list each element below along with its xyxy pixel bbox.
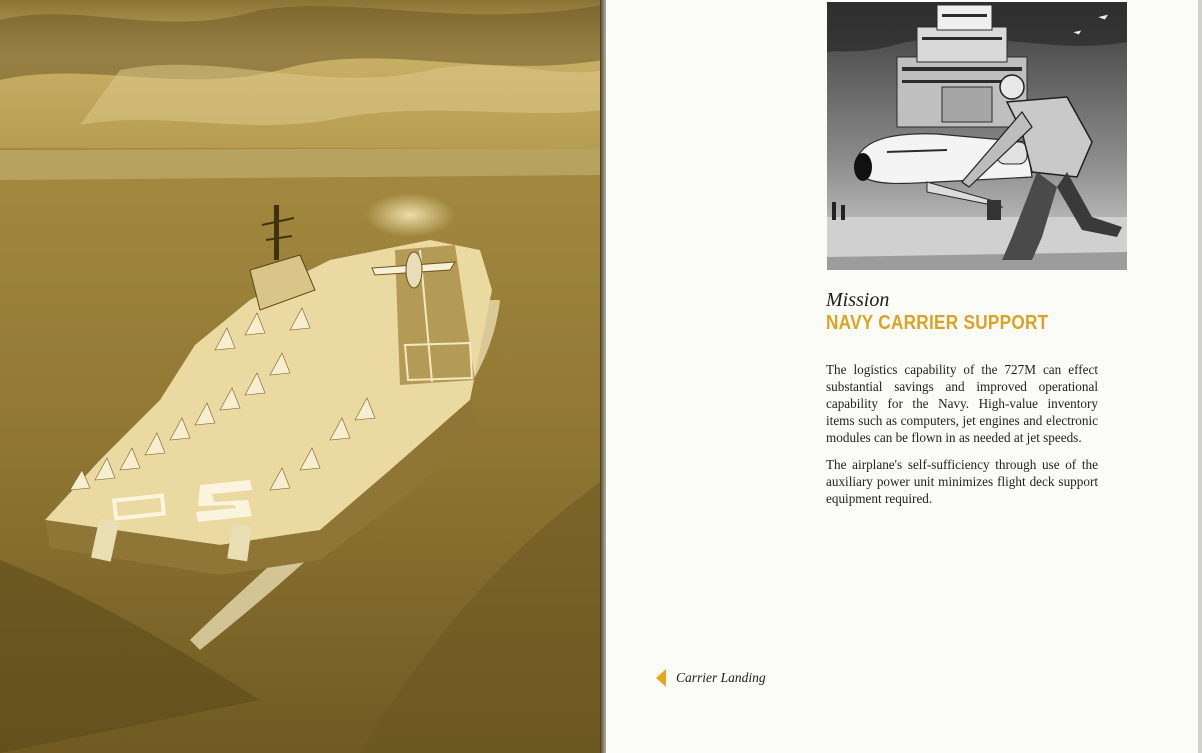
carrier-deck-illustration bbox=[827, 2, 1127, 270]
paragraph-self-sufficiency: The airplane's self-sufficiency through use of the auxiliary power unit minimizes flight deck support equipment required. bbox=[826, 457, 1098, 506]
caption-text: Carrier Landing bbox=[676, 670, 766, 685]
mission-subtitle: NAVY CARRIER SUPPORT bbox=[826, 312, 1049, 334]
left-pointer-icon bbox=[656, 669, 666, 687]
right-page bbox=[606, 0, 1202, 753]
paragraph-logistics: The logistics capability of the 727M can effect substantial savings and improved operational capability for the Navy. High-value inventory items such as computers, jet engines and electronic modules can be flown in as needed at jet speeds. bbox=[826, 362, 1098, 445]
mission-title: Mission bbox=[826, 289, 890, 311]
page-edge bbox=[1198, 0, 1202, 753]
flight-deck-sketch bbox=[827, 2, 1127, 270]
mission-description bbox=[826, 361, 1098, 517]
illustration-caption bbox=[656, 668, 766, 688]
